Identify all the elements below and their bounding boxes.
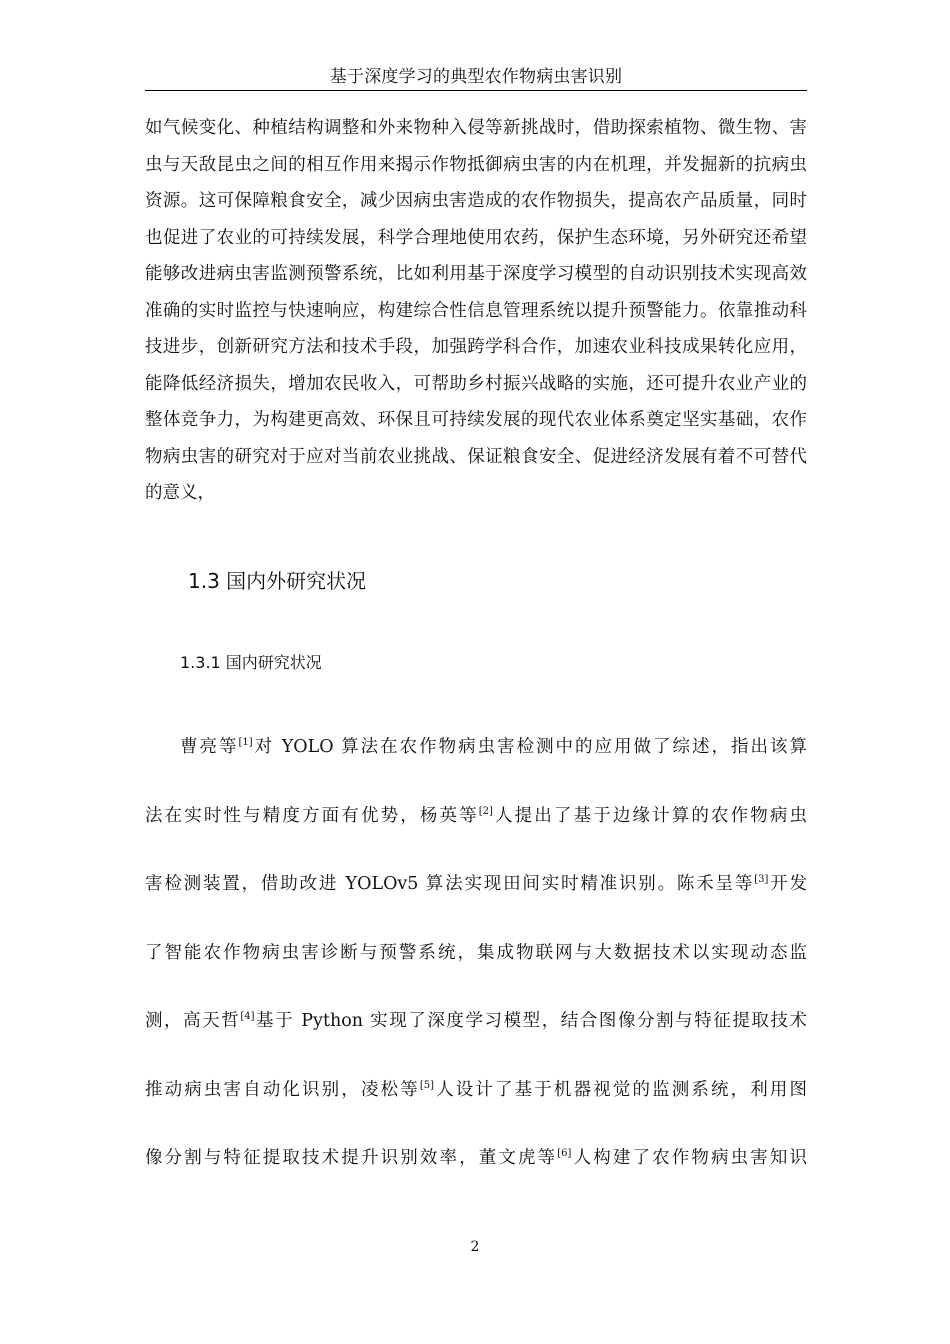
text-run: 害检测装置，借助改进 YOLOv5 算法实现田间实时精准识别。陈禾呈等 bbox=[145, 874, 755, 894]
text-run: 了智能农作物病虫害诊断与预警系统，集成物联网与大数据技术以实现动态监 bbox=[145, 942, 807, 963]
citation-ref: [2] bbox=[478, 805, 493, 817]
citation-ref: [6] bbox=[557, 1148, 572, 1160]
paragraph-line bbox=[145, 987, 807, 1056]
subsection-heading: 1.3.1 国内研究状况 bbox=[180, 653, 322, 672]
citation-ref: [4] bbox=[240, 1011, 255, 1023]
text-run: 推动病虫害自动化识别，凌松等 bbox=[145, 1079, 420, 1100]
citation-ref: [1] bbox=[238, 737, 253, 749]
paragraph-line bbox=[145, 919, 807, 988]
body-paragraph-1: 如气候变化、种植结构调整和外来物种入侵等新挑战时，借助探索植物、微生物、害虫与天敌昆虫之间的相互作用来揭示作物抵御病虫害的内在机理，并发掘新的抗病虫资源。这可保障粮食安全，减少因病虫害造成的农作物损失，提高农产品质量，同时也促进了农业的可持续发展，科学合理地使用农药，保护生态环境，另外研究还希望能够改进病虫害监测预警系统，比如利用基于深度学习模型的自动识别技术实现高效准确的实时监控与快速响应，构建综合性信息管理系统以提升预警能力。依靠推动科技进步，创新研究方法和技术手段，加强跨学科合作，加速农业科技成果转化应用，能降低经济损失，增加农民收入，可帮助乡村振兴战略的实施，还可提升农业产业的整体竞争力，为构建更高效、环保且可持续发展的现代农业体系奠定坚实基础，农作物病虫害的研究对于应对当前农业挑战、保证粮食安全、促进经济发展有着不可替代的意义， bbox=[145, 118, 807, 503]
text-run: 测，高天哲 bbox=[145, 1011, 241, 1031]
text-run: 人构建了农作物病虫害知识 bbox=[571, 1148, 808, 1168]
page-number: 2 bbox=[470, 1239, 480, 1255]
text-run: 法在实时性与精度方面有优势，杨英等 bbox=[145, 805, 479, 826]
paragraph-line bbox=[145, 850, 807, 919]
citation-ref: [5] bbox=[419, 1079, 435, 1091]
text-run: 曹亮等 bbox=[180, 737, 239, 757]
paragraph-line bbox=[145, 1056, 807, 1125]
body-paragraph-2 bbox=[145, 713, 807, 1193]
citation-ref: [3] bbox=[754, 874, 769, 886]
text-run: 开发 bbox=[768, 874, 808, 894]
paragraph-line bbox=[145, 1124, 807, 1193]
section-heading: 1.3 国内外研究状况 bbox=[188, 569, 367, 593]
text-run: 基于 Python 实现了深度学习模型，结合图像分割与特征提取技术 bbox=[254, 1011, 808, 1031]
text-run: 人设计了基于机器视觉的监测系统，利用图 bbox=[434, 1079, 808, 1100]
header-rule bbox=[145, 90, 807, 91]
text-run: 人提出了基于边缘计算的农作物病虫 bbox=[492, 805, 808, 826]
text-run: 像分割与特征提取技术提升识别效率，董文虎等 bbox=[145, 1148, 558, 1168]
paragraph-line bbox=[145, 713, 807, 782]
paragraph-line bbox=[145, 782, 807, 851]
text-run: 对 YOLO 算法在农作物病虫害检测中的应用做了综述，指出该算 bbox=[252, 737, 807, 757]
running-header-title: 基于深度学习的典型农作物病虫害识别 bbox=[329, 67, 623, 87]
